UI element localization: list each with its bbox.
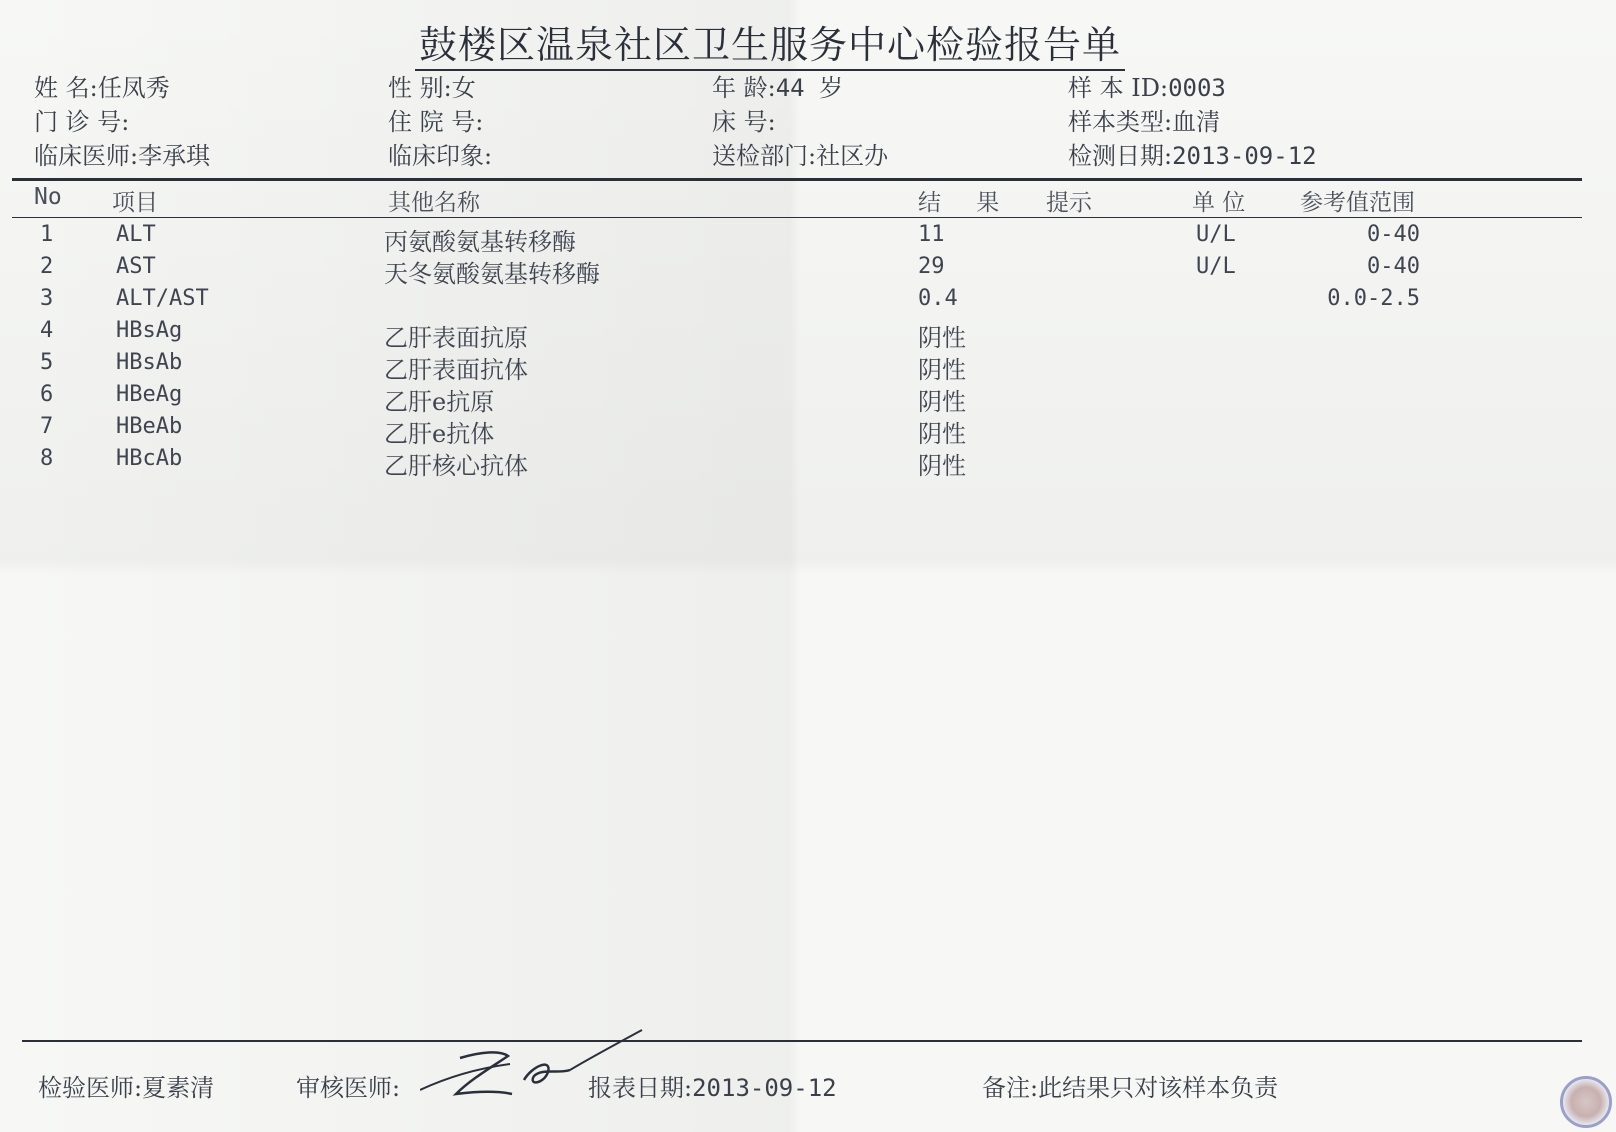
col-header-result: 结 果 bbox=[918, 190, 1014, 216]
row-range: 0-40 bbox=[1367, 254, 1420, 279]
row-range: 0.0-2.5 bbox=[1327, 286, 1420, 311]
table-row bbox=[0, 414, 1616, 448]
patient-gender-value: 女 bbox=[451, 74, 476, 102]
row-item: HBeAb bbox=[116, 414, 183, 439]
patient-gender-label: 性 别: bbox=[388, 74, 452, 102]
table-row bbox=[0, 254, 1616, 288]
col-header-no: No bbox=[34, 184, 62, 210]
table-top-rule bbox=[12, 178, 1582, 181]
sample-type-value: 血清 bbox=[1172, 108, 1221, 136]
row-no: 4 bbox=[40, 318, 54, 343]
doctor-field bbox=[34, 136, 210, 171]
note-label: 备注: bbox=[982, 1074, 1039, 1102]
patient-gender-field bbox=[388, 68, 476, 103]
test-date-label: 检测日期: bbox=[1068, 142, 1173, 170]
row-item: ALT/AST bbox=[116, 286, 209, 311]
row-no: 6 bbox=[40, 382, 54, 407]
col-header-hint: 提示 bbox=[1046, 190, 1092, 216]
dept-label: 送检部门: bbox=[712, 142, 817, 170]
row-other-name: 天冬氨酸氨基转移酶 bbox=[384, 260, 600, 288]
row-result: 阴性 bbox=[918, 324, 966, 352]
patient-name-label: 姓 名: bbox=[34, 74, 98, 102]
official-seal-icon bbox=[1560, 1076, 1612, 1128]
test-date-value: 2013-09-12 bbox=[1172, 142, 1317, 170]
row-result: 阴性 bbox=[918, 452, 966, 480]
row-unit: U/L bbox=[1196, 254, 1236, 279]
row-item: HBeAg bbox=[116, 382, 183, 407]
reviewer-label: 审核医师: bbox=[296, 1074, 401, 1102]
table-row bbox=[0, 286, 1616, 320]
note-field bbox=[982, 1068, 1278, 1103]
footer-rule bbox=[22, 1040, 1582, 1042]
row-result: 11 bbox=[918, 222, 945, 247]
row-result: 阴性 bbox=[918, 356, 966, 384]
reviewer-field bbox=[296, 1068, 400, 1103]
examiner-label: 检验医师: bbox=[38, 1074, 143, 1102]
sample-id-field bbox=[1068, 68, 1226, 103]
table-row bbox=[0, 446, 1616, 480]
row-result: 29 bbox=[918, 254, 945, 279]
bed-label: 床 号: bbox=[712, 108, 776, 136]
report-title: 鼓楼区温泉社区卫生服务中心检验报告单 bbox=[0, 14, 1540, 69]
reviewer-signature bbox=[420, 1028, 660, 1118]
report-date-label: 报表日期: bbox=[588, 1074, 693, 1102]
row-item: ALT bbox=[116, 222, 156, 247]
row-unit: U/L bbox=[1196, 222, 1236, 247]
row-no: 5 bbox=[40, 350, 54, 375]
table-row bbox=[0, 318, 1616, 352]
patient-age-label: 年 龄: bbox=[712, 74, 776, 102]
row-result: 阴性 bbox=[918, 388, 966, 416]
examiner-value: 夏素清 bbox=[142, 1074, 215, 1102]
row-other-name: 乙肝表面抗原 bbox=[384, 324, 528, 352]
outpatient-label: 门 诊 号: bbox=[34, 108, 130, 136]
doctor-label: 临床医师: bbox=[34, 142, 139, 170]
row-item: AST bbox=[116, 254, 156, 279]
report-date-value: 2013-09-12 bbox=[692, 1074, 837, 1102]
dept-value: 社区办 bbox=[816, 142, 889, 170]
row-other-name: 乙肝核心抗体 bbox=[384, 452, 528, 480]
table-row bbox=[0, 222, 1616, 256]
row-other-name: 丙氨酸氨基转移酶 bbox=[384, 228, 576, 256]
row-no: 3 bbox=[40, 286, 54, 311]
row-no: 7 bbox=[40, 414, 54, 439]
row-result: 0.4 bbox=[918, 286, 958, 311]
row-range: 0-40 bbox=[1367, 222, 1420, 247]
row-item: HBcAb bbox=[116, 446, 183, 471]
note-value: 此结果只对该样本负责 bbox=[1038, 1074, 1279, 1102]
col-header-unit: 单 位 bbox=[1192, 190, 1246, 216]
sample-type-field bbox=[1068, 102, 1220, 137]
row-result: 阴性 bbox=[918, 420, 966, 448]
patient-name-field bbox=[34, 68, 170, 103]
dept-field bbox=[712, 136, 888, 171]
impression-label: 临床印象: bbox=[388, 142, 493, 170]
table-row bbox=[0, 350, 1616, 384]
outpatient-field bbox=[34, 102, 129, 137]
bed-field bbox=[712, 102, 776, 137]
doctor-value: 李承琪 bbox=[138, 142, 211, 170]
row-no: 8 bbox=[40, 446, 54, 471]
patient-name-value: 任凤秀 bbox=[97, 74, 170, 102]
test-date-field bbox=[1068, 136, 1317, 171]
row-item: HBsAg bbox=[116, 318, 183, 343]
inpatient-label: 住 院 号: bbox=[388, 108, 484, 136]
table-header-rule bbox=[12, 217, 1582, 218]
row-other-name: 乙肝表面抗体 bbox=[384, 356, 528, 384]
row-other-name: 乙肝e抗体 bbox=[384, 420, 495, 448]
row-no: 2 bbox=[40, 254, 54, 279]
table-row bbox=[0, 382, 1616, 416]
examiner-field bbox=[38, 1068, 214, 1103]
sample-type-label: 样本类型: bbox=[1068, 108, 1173, 136]
patient-age-field bbox=[712, 68, 843, 103]
patient-age-value: 44 岁 bbox=[775, 74, 844, 102]
col-header-other-name: 其他名称 bbox=[388, 190, 480, 216]
row-item: HBsAb bbox=[116, 350, 183, 375]
row-other-name: 乙肝e抗原 bbox=[384, 388, 495, 416]
impression-field bbox=[388, 136, 492, 171]
col-header-item: 项目 bbox=[112, 190, 158, 216]
sample-id-value: 0003 bbox=[1168, 74, 1226, 102]
col-header-range: 参考值范围 bbox=[1300, 190, 1415, 216]
row-no: 1 bbox=[40, 222, 54, 247]
inpatient-field bbox=[388, 102, 483, 137]
sample-id-label: 样 本 ID: bbox=[1068, 74, 1169, 102]
